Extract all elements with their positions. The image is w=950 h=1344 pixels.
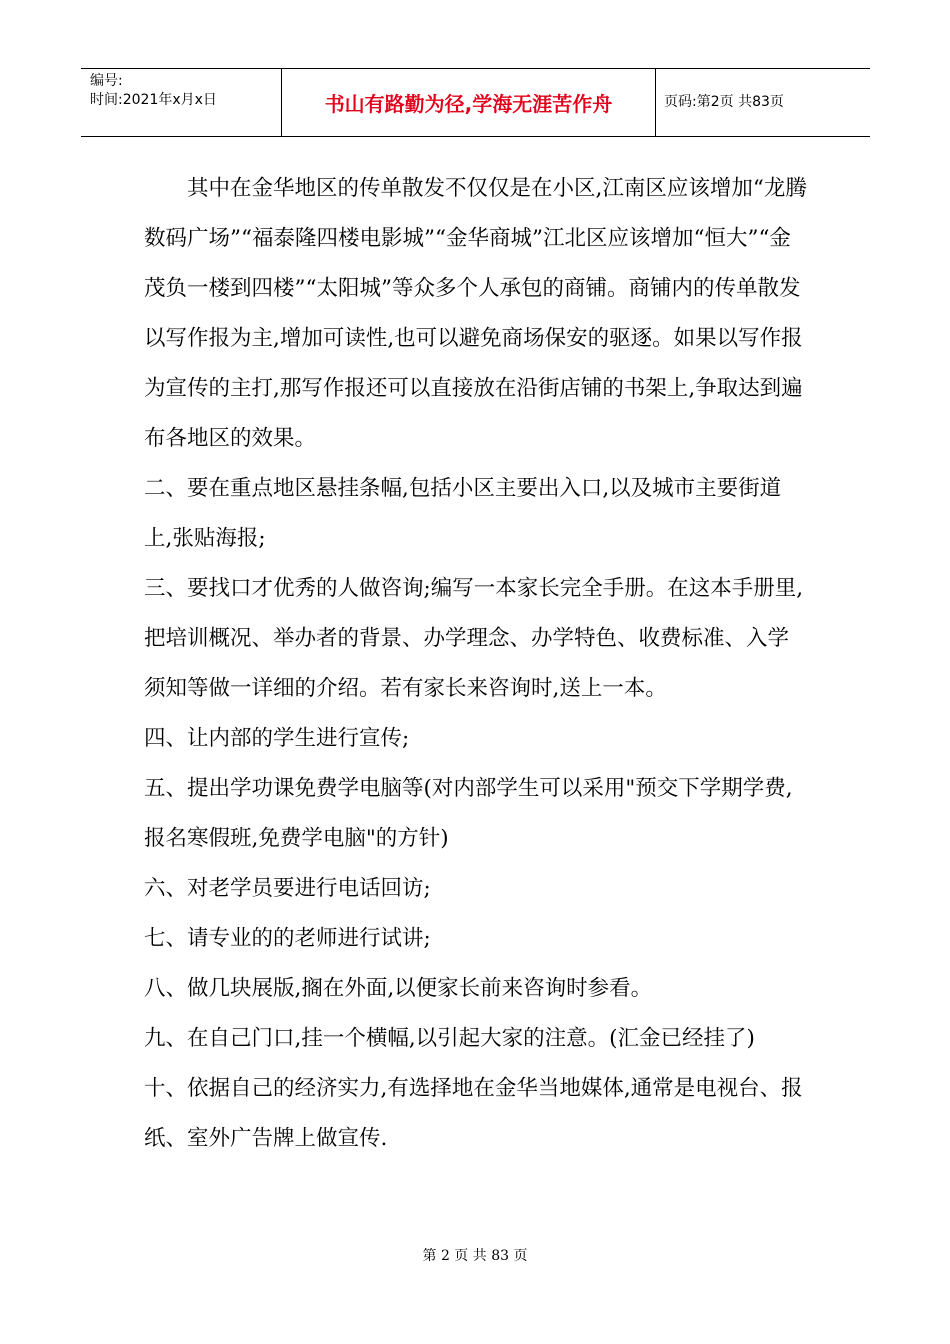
paragraph-intro: 其中在金华地区的传单散发不仅仅是在小区,江南区应该增加“龙腾数码广场”“福泰隆四楼电影城”“金华商城”江北区应该增加“恒大”“金茂负一楼到四楼”“太阳城”等众多个人承包的商铺。商铺内的传单散发以写作报为主,增加可读性,也可以避免商场保安的驱逐。如果以写作报为宣传的主打,那写作报还可以直接放在沿街店铺的书架上,争取达到遍布各地区的效果。 (144, 176, 807, 451)
list-item-6: 六、对老学员要进行电话回访; (144, 876, 431, 901)
list-item-3: 三、要找口才优秀的人做咨询;编写一本家长完全手册。在这本手册里,把培训概况、举办者的背景、办学理念、办学特色、收费标准、入学须知等做一详细的介绍。若有家长来咨询时,送上一本。 (144, 576, 804, 701)
list-item-10: 十、依据自己的经济实力,有选择地在金华当地媒体,通常是电视台、报纸、室外广告牌上做宣传. (144, 1076, 803, 1151)
header-divider-right (655, 68, 656, 136)
header-meta (90, 72, 217, 110)
header-page-number: 页码:第2页 共83页 (664, 94, 784, 110)
list-item-8: 八、做几块展版,搁在外面,以便家长前来咨询时参看。 (144, 976, 653, 1001)
header-bottom-rule (81, 136, 870, 137)
list-item-5: 五、提出学功课免费学电脑等(对内部学生可以采用"预交下学期学费,报名寒假班,免费学电脑"的方针) (144, 776, 793, 851)
list-item-7: 七、请专业的的老师进行试讲; (144, 926, 431, 951)
list-item-2: 二、要在重点地区悬挂条幅,包括小区主要出入口,以及城市主要街道上,张贴海报; (144, 476, 782, 551)
header-top-rule (81, 68, 870, 69)
header-motto: 书山有路勤为径,学海无涯苦作舟 (324, 92, 613, 116)
document-number-label: 编号: (90, 73, 123, 89)
document-date-label: 时间:2021年x月x日 (90, 92, 217, 108)
page-footer: 第 2 页 共 83 页 (422, 1248, 528, 1264)
list-item-9: 九、在自己门口,挂一个横幅,以引起大家的注意。(汇金已经挂了) (144, 1026, 755, 1051)
list-item-4: 四、让内部的学生进行宣传; (144, 726, 410, 751)
document-body (144, 164, 808, 1164)
